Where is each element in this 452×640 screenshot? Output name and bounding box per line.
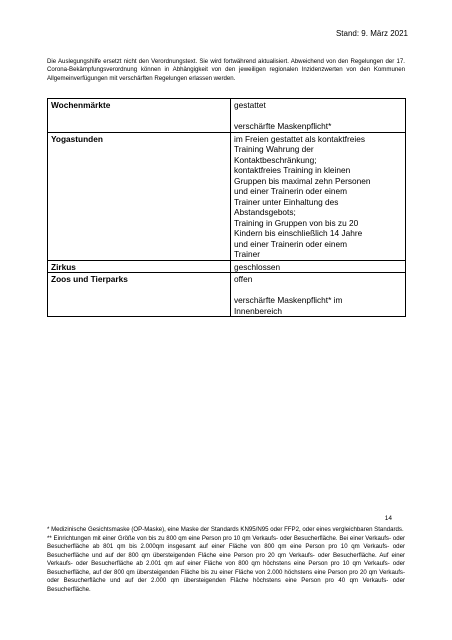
status-text: offen	[234, 274, 253, 284]
footnote-area: ** Einrichtungen mit einer Größe von bis zu 800 qm eine Person pro 10 qm Verkaufs- oder Besucherfläche. Bei einer Verkaufs- oder Besucherfläche ab 801 qm bis 2.000qm insgesamt auf einer Fläche von 800 qm eine Person pro 10 qm Verkaufs- oder Besucherfläche und auf der 800 qm übersteigenden Fläche eine Person pro 20 qm Verkaufs- oder Besucherfläche. Auf einer Verkaufs- oder Besucherfläche ab 2.001 qm auf einer Fläche von 800 qm höchstens eine Person pro 10 qm Verkaufs- oder Besucherfläche, auf der 800 qm übersteigenden Fläche bis zu einer Fläche von 2.000 höchstens eine Person pro 20 qm Verkaufs- oder Besucherfläche und auf der 2.000 qm übersteigenden Fläche höchstens eine Person pro 40 qm Verkaufs- oder Besucherfläche.	[47, 534, 405, 593]
disclaimer-text: Die Auslegungshilfe ersetzt nicht den Verordnungstext. Sie wird fortwährend aktualisiert. Abweichend von den Regelungen der 17. Corona-Bekämpfungsverordnung können in Abhängigkeit von den jeweiligen regionalen Inzidenzwerten von den Kommunen Allgemeinverfügungen mit verschärften Regelungen erlassen werden.	[47, 58, 405, 82]
page-number: 14	[384, 515, 392, 522]
row-status	[231, 260, 406, 273]
status-note: Innenbereich	[234, 305, 282, 316]
spacer	[234, 111, 402, 122]
status-line: Kontaktbeschränkung;	[234, 154, 317, 165]
status-line: Trainer	[234, 249, 260, 259]
status-text: gestattet	[234, 100, 266, 110]
table-row	[48, 273, 406, 317]
row-name: Yogastunden	[48, 132, 231, 260]
row-name: Zirkus	[48, 260, 231, 273]
status-line: kontaktfreies Training in kleinen	[234, 165, 351, 175]
table-row	[48, 132, 406, 260]
status-line: Trainer unter Einhaltung des	[234, 196, 339, 207]
footnotes	[47, 526, 405, 594]
status-line: im Freien gestattet als kontaktfreies	[234, 133, 365, 144]
status-note: verschärfte Maskenpflicht* im	[234, 295, 343, 305]
table-row	[48, 260, 406, 273]
table-row	[48, 99, 406, 133]
status-line: und einer Trainerin oder einem	[234, 238, 347, 249]
status-note: verschärfte Maskenpflicht*	[234, 121, 332, 131]
status-line: Abstandsgebots;	[234, 207, 296, 217]
status-line: Training Wahrung der	[234, 144, 314, 154]
spacer	[234, 285, 402, 296]
status-text: geschlossen	[234, 261, 281, 272]
status-line: Kindern bis einschließlich 14 Jahre	[234, 228, 363, 238]
row-status	[231, 99, 406, 133]
row-status	[231, 273, 406, 317]
status-line: und einer Trainerin oder einem	[234, 186, 347, 196]
status-line: Training in Gruppen von bis zu 20	[234, 217, 359, 228]
status-line: Gruppen bis maximal zehn Personen	[234, 175, 371, 186]
row-status	[231, 132, 406, 260]
document-date: Stand: 9. März 2021	[335, 29, 408, 38]
row-name: Zoos und Tierparks	[48, 273, 231, 317]
regulations-table	[47, 98, 406, 317]
row-name: Wochenmärkte	[48, 99, 231, 133]
footnote-mask: * Medizinische Gesichtsmaske (OP-Maske), eine Maske der Standards KN95/N95 oder FFP2, oder eines vergleichbaren Standards.	[47, 526, 404, 533]
